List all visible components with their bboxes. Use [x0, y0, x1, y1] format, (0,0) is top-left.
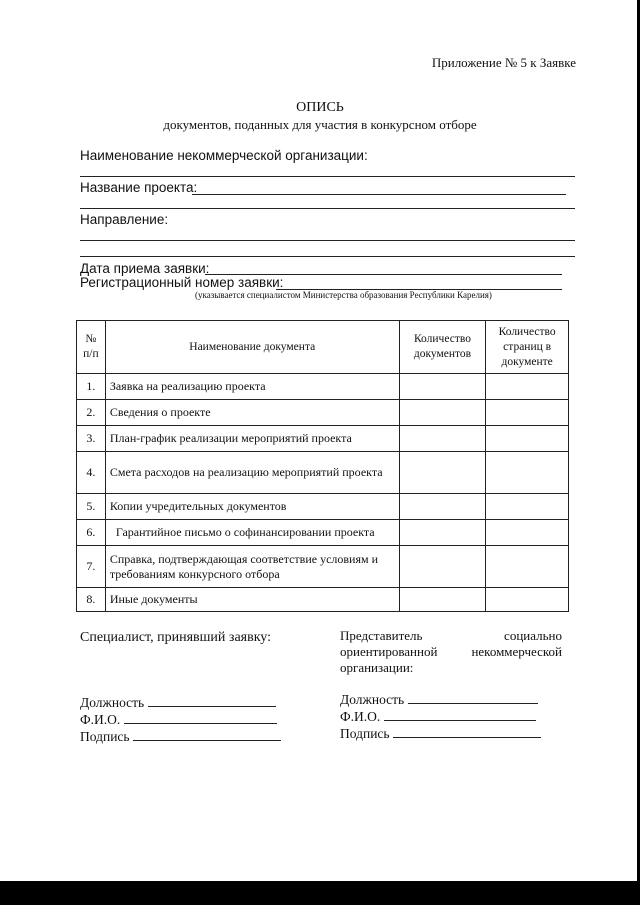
row-pages-cell[interactable] — [486, 494, 569, 520]
representative-line-2 — [340, 644, 562, 660]
row-document-name: Гарантийное письмо о софинансировании проекта — [105, 520, 399, 546]
table-row — [77, 426, 569, 452]
table-row — [77, 494, 569, 520]
row-document-name: Сведения о проекте — [105, 400, 399, 426]
header-document-count: Количество документов — [399, 321, 486, 374]
reg-number-label: Регистрационный номер заявки: — [80, 275, 284, 290]
row-pages-cell[interactable] — [486, 426, 569, 452]
reg-number-note: (указывается специалистом Министерства образования Республики Карелия) — [195, 290, 492, 300]
representative-fio-label: Ф.И.О. — [340, 709, 381, 724]
row-count-cell[interactable] — [399, 588, 486, 612]
rep-word: социально — [504, 628, 562, 643]
row-document-name: Копии учредительных документов — [105, 494, 399, 520]
row-pages-cell[interactable] — [486, 452, 569, 494]
specialist-fio-label: Ф.И.О. — [80, 712, 121, 727]
row-document-name: Заявка на реализацию проекта — [105, 374, 399, 400]
row-count-cell[interactable] — [399, 426, 486, 452]
row-num: 3. — [77, 426, 106, 452]
project-name-label: Название проекта: — [80, 180, 198, 195]
direction-label: Направление: — [80, 212, 169, 227]
representative-label — [340, 628, 562, 676]
row-num: 1. — [77, 374, 106, 400]
specialist-position — [80, 695, 276, 711]
representative-signature-line[interactable] — [393, 737, 541, 738]
org-name-label: Наименование некоммерческой организации: — [80, 148, 368, 163]
representative-line-1 — [340, 628, 562, 644]
row-count-cell[interactable] — [399, 494, 486, 520]
receipt-date-label: Дата приема заявки: — [80, 261, 210, 276]
row-pages-cell[interactable] — [486, 374, 569, 400]
row-count-cell[interactable] — [399, 546, 486, 588]
representative-signature-label: Подпись — [340, 726, 390, 741]
table-row — [77, 588, 569, 612]
representative-signature — [340, 726, 541, 742]
row-pages-cell[interactable] — [486, 588, 569, 612]
specialist-signature — [80, 729, 281, 745]
rep-word: некоммерческой — [471, 644, 562, 659]
representative-fio-line[interactable] — [384, 720, 536, 721]
specialist-signature-line[interactable] — [133, 740, 281, 741]
representative-position-label: Должность — [340, 692, 405, 707]
rep-word: ориентированной — [340, 644, 438, 659]
direction-line-2 — [80, 256, 575, 257]
row-document-name: Иные документы — [105, 588, 399, 612]
table-row — [77, 520, 569, 546]
table-row — [77, 452, 569, 494]
specialist-fio-line[interactable] — [124, 723, 277, 724]
rep-word: организации: — [340, 660, 414, 675]
representative-position — [340, 692, 538, 708]
representative-position-line[interactable] — [408, 703, 538, 704]
representative-line-3 — [340, 660, 562, 676]
row-num: 8. — [77, 588, 106, 612]
document-subtitle: документов, поданных для участия в конкурсном отборе — [163, 117, 477, 132]
project-name-line — [192, 194, 566, 195]
row-pages-cell[interactable] — [486, 520, 569, 546]
row-num: 5. — [77, 494, 106, 520]
row-document-name: Смета расходов на реализацию мероприятий проекта — [105, 452, 399, 494]
specialist-position-label: Должность — [80, 695, 145, 710]
table-row — [77, 400, 569, 426]
row-num: 4. — [77, 452, 106, 494]
header-document-name: Наименование документа — [105, 321, 399, 374]
representative-fio — [340, 709, 536, 725]
documents-table — [76, 320, 569, 612]
rep-word: Представитель — [340, 628, 423, 643]
scan-edge-bottom — [0, 881, 640, 905]
header-page-count: Количество страниц в документе — [486, 321, 569, 374]
row-num: 7. — [77, 546, 106, 588]
header-num: № п/п — [77, 321, 106, 374]
specialist-signature-label: Подпись — [80, 729, 130, 744]
document-title: ОПИСЬ — [296, 100, 344, 115]
direction-line-1 — [80, 240, 575, 241]
specialist-label: Специалист, принявший заявку: — [80, 630, 272, 645]
row-count-cell[interactable] — [399, 374, 486, 400]
specialist-position-line[interactable] — [148, 706, 276, 707]
row-document-name: Справка, подтверждающая соответствие условиям и требованиям конкурсного отбора — [105, 546, 399, 588]
table-row — [77, 546, 569, 588]
row-pages-cell[interactable] — [486, 400, 569, 426]
appendix-label: Приложение № 5 к Заявке — [431, 55, 576, 70]
row-num: 2. — [77, 400, 106, 426]
specialist-fio — [80, 712, 277, 728]
row-document-name: План-график реализации мероприятий проекта — [105, 426, 399, 452]
org-name-line — [80, 176, 575, 177]
project-name-line-2 — [80, 208, 575, 209]
row-num: 6. — [77, 520, 106, 546]
row-count-cell[interactable] — [399, 400, 486, 426]
row-count-cell[interactable] — [399, 452, 486, 494]
row-pages-cell[interactable] — [486, 546, 569, 588]
table-header-row — [77, 321, 569, 374]
table-row — [77, 374, 569, 400]
row-count-cell[interactable] — [399, 520, 486, 546]
